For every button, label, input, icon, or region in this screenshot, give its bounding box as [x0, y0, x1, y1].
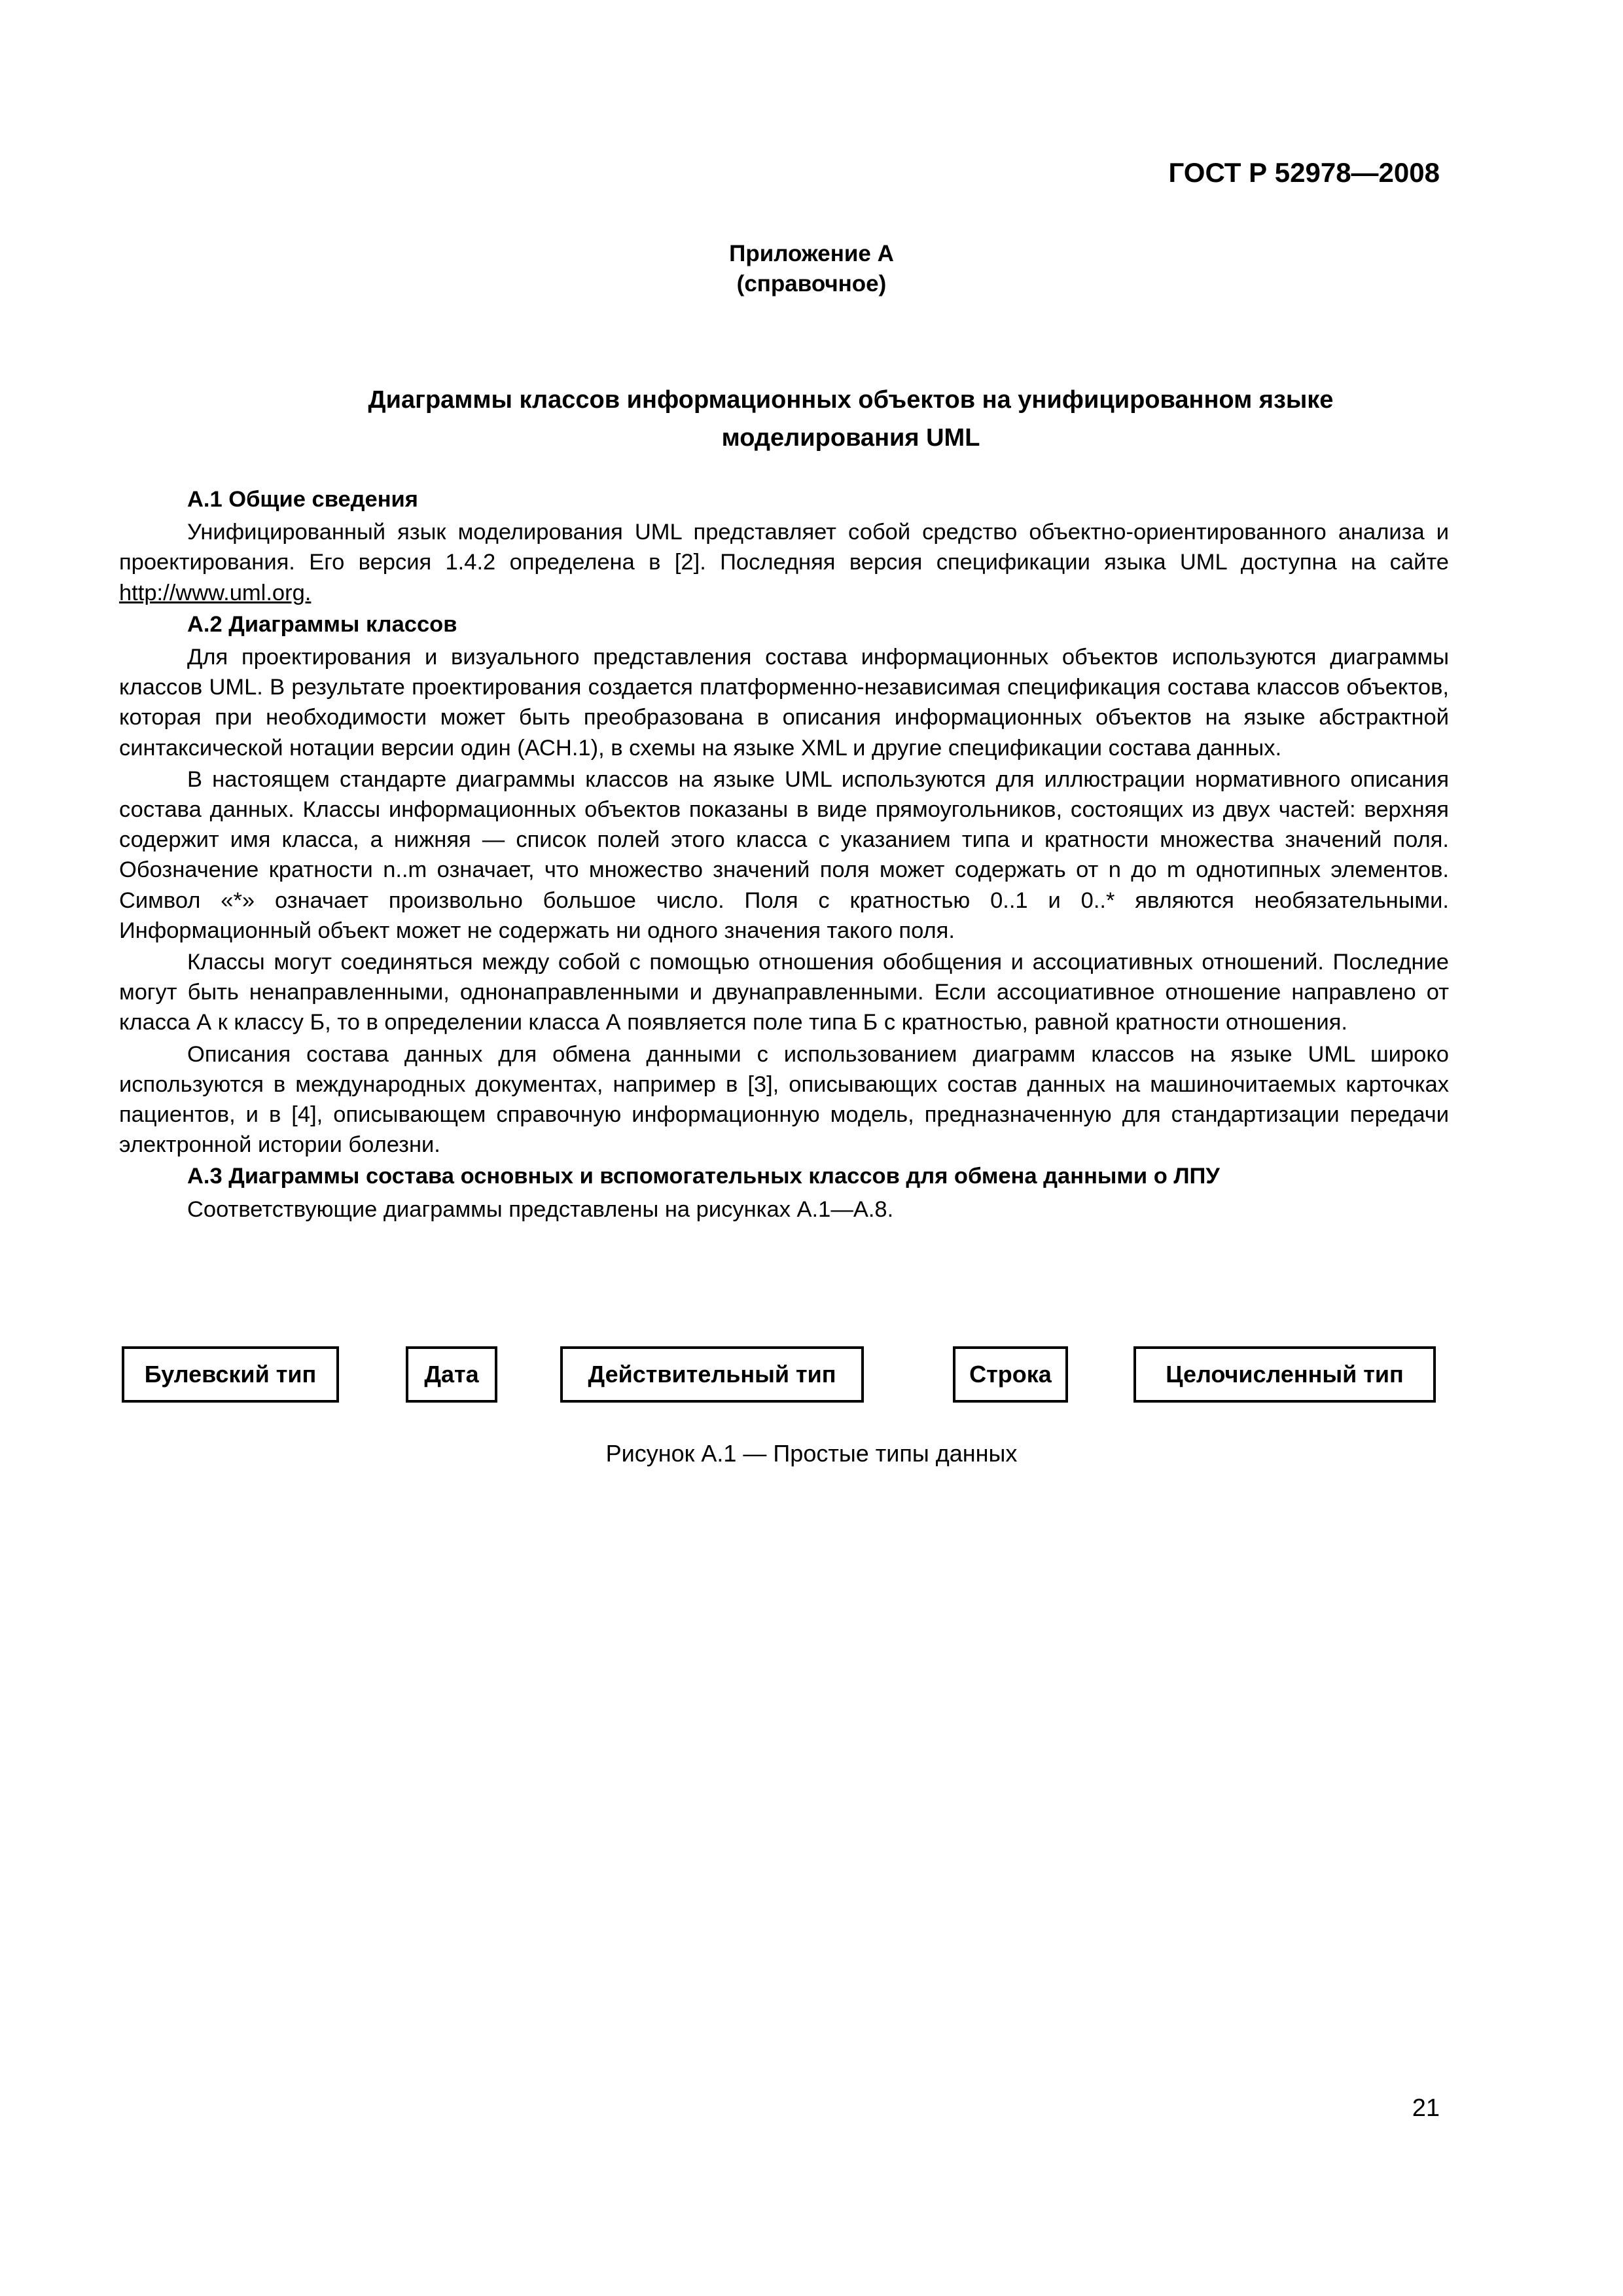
appendix-status: (справочное) — [736, 271, 887, 296]
appendix-title-line2: моделирования UML — [721, 424, 980, 452]
figure-simple-data-types — [0, 1346, 1623, 1412]
section-a1-paragraph — [119, 517, 1449, 608]
appendix-title-line1: Диаграммы классов информационных объектов на унифицированном языке — [368, 386, 1334, 414]
page-number: 21 — [1412, 2094, 1440, 2122]
appendix-label: Приложение А — [729, 241, 894, 266]
document-code: ГОСТ Р 52978—2008 — [1168, 157, 1440, 188]
figure-caption: Рисунок А.1 — Простые типы данных — [605, 1440, 1018, 1467]
body-text — [119, 484, 1449, 1226]
type-box-integer: Целочисленный тип — [1133, 1346, 1436, 1403]
section-a3-heading: А.3 Диаграммы состава основных и вспомогательных классов для обмена данными о ЛПУ — [187, 1164, 1220, 1189]
type-box-date: Дата — [406, 1346, 497, 1403]
section-a3-paragraph: Соответствующие диаграммы представлены на рисунках А.1—А.8. — [187, 1196, 894, 1222]
type-box-string: Строка — [953, 1346, 1068, 1403]
type-box-boolean: Булевский тип — [122, 1346, 339, 1403]
section-a1-heading: А.1 Общие сведения — [187, 487, 418, 512]
section-a2-paragraph-4: Описания состава данных для обмена данными с использованием диаграмм классов на языке UML широко используются в международных документах, например в [3], описывающих состав данных на машиночитаемых карточках пациентов, и в [4], описывающем справочную информационную модель, предназначенную для стандартизации передачи электронной истории болезни. — [119, 1041, 1449, 1158]
section-a2-paragraph-3: Классы могут соединяться между собой с помощью отношения обобщения и ассоциативных отношений. Последние могут быть ненаправленными, однонаправленными и двунаправленными. Если ассоциативное отношение направлено от класса А к классу Б, то в определении класса А появляется поле типа Б с кратностью, равной кратности отношения. — [119, 950, 1449, 1035]
uml-site-link[interactable]: http://www.uml.org. — [119, 580, 312, 605]
section-a2-paragraph-2: В настоящем стандарте диаграммы классов на языке UML используются для иллюстрации нормативного описания состава данных. Классы информационных объектов показаны в виде прямоугольников, состоящих из двух частей: верхняя содержит имя класса, а нижняя — список полей этого класса с указанием типа и кратности множества значений поля. Обозначение кратности n..m означает, что множество значений поля может содержать от n до m однотипных элементов. Символ «*» означает произвольно большое число. Поля с кратностью 0..1 и 0..* являются необязательными. Информационный объект может не содержать ни одного значения такого поля. — [119, 766, 1449, 943]
type-box-real: Действительный тип — [560, 1346, 864, 1403]
section-a2-heading: А.2 Диаграммы классов — [187, 611, 457, 637]
appendix-title — [164, 381, 1538, 457]
section-a2-paragraph-1: Для проектирования и визуального представления состава информационных объектов используются диаграммы классов UML. В результате проектирования создается платформенно-независимая спецификация состава классов объектов, которая при необходимости может быть преобразована в описания информационных объектов на языке абстрактной синтаксической нотации версии один (АСН.1), в схемы на языке XML и другие спецификации состава данных. — [119, 645, 1449, 761]
section-a1-paragraph-text: Унифицированный язык моделирования UML представляет собой средство объектно-ориентированного анализа и проектирования. Его версия 1.4.2 определена в [2]. Последняя версия спецификации языка UML доступна на сайте — [119, 520, 1449, 575]
